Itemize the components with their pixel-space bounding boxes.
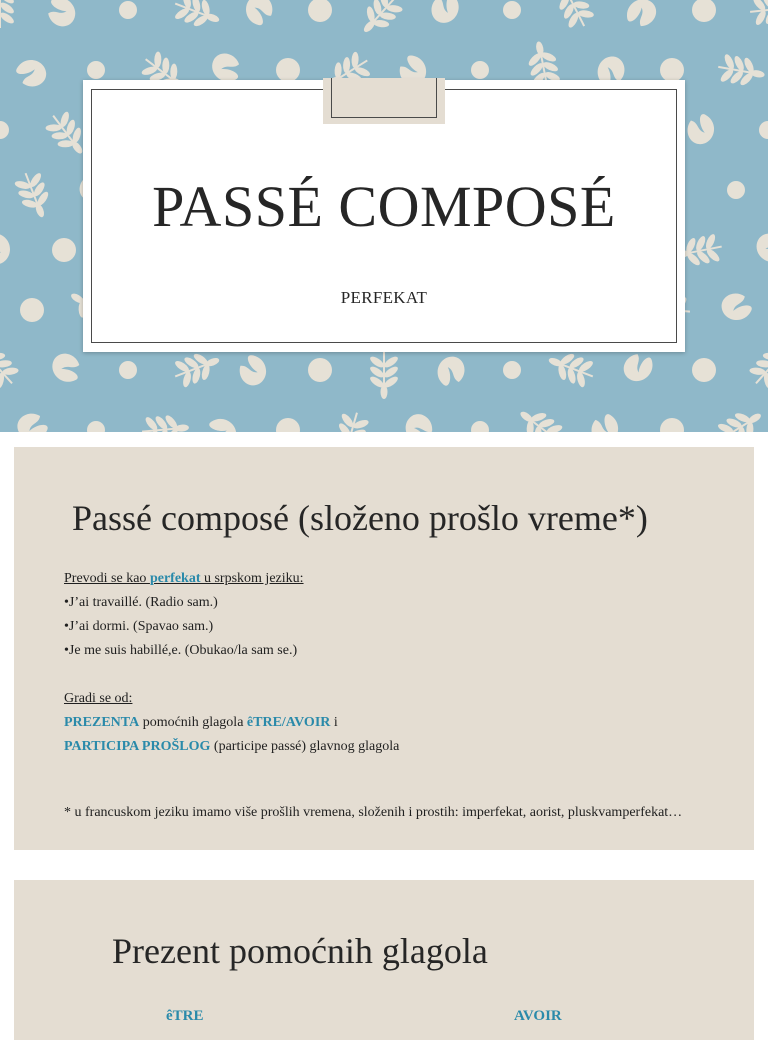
dot-motif [308,358,332,382]
leaf-sprig-motif [353,0,408,42]
dot-motif [276,418,300,432]
title-card [83,80,685,352]
content-slide [14,447,754,850]
dot-motif [692,358,716,382]
dot-motif [276,58,300,82]
paisley-motif [238,354,268,387]
leaf-sprig-motif [0,338,24,394]
dot-motif [727,181,745,199]
dot-motif [471,61,489,79]
footnote: * u francuskom jeziku imamo više prošlih vremena, složenih i prostih: imperfekat, aorist, pluskvamperfekat… [64,805,683,820]
slide-heading: Prezent pomoćnih glagola [112,931,488,971]
dot-motif [660,418,684,432]
dot-motif [308,0,332,22]
slide-body [64,567,744,759]
dot-motif [503,361,521,379]
dot-motif [52,238,76,262]
dot-motif [87,421,105,432]
leaf-sprig-motif [511,400,567,432]
example-line: •J’ai dormi. (Spavao sam.) [64,619,214,634]
paisley-motif [620,351,656,385]
leaf-sprig-motif [0,0,16,28]
slide-subtitle: PERFEKAT [340,288,428,307]
intro-text: Prevodi se kao [64,571,150,586]
formation-label: Gradi se od: [64,691,133,706]
slide-heading: Passé composé (složeno prošlo vreme*) [72,498,648,538]
paisley-motif [717,288,755,325]
intro-highlight: perfekat [149,571,201,586]
intro-text-end: u srpskom jeziku: [200,571,304,586]
paisley-motif [586,410,624,432]
example-line: •Je me suis habillé,e. (Obukao/la sam se.) [64,643,298,658]
slide-title: PASSÉ COMPOSÉ [152,174,616,239]
formation-highlight: PREZENTA [64,715,140,730]
intro-line [64,567,744,591]
title-slide [0,0,768,432]
paisley-motif [44,0,79,30]
example-line: •J’ai travaillé. (Radio sam.) [64,595,218,610]
leaf-sprig-motif [549,0,598,33]
paisley-motif [425,0,465,28]
leaf-sprig-motif [141,412,191,432]
paisley-motif [431,351,471,391]
dot-motif [692,0,716,22]
dot-motif [660,58,684,82]
leaf-sprig-motif [170,0,225,35]
leaf-sprig-motif [368,352,399,399]
dot-motif [471,421,489,432]
formation-highlight: PARTICIPA PROŠLOG [64,739,211,754]
leaf-sprig-motif [11,168,57,223]
paisley-motif [0,230,15,268]
leaf-sprig-motif [329,408,372,432]
paisley-motif [753,229,768,267]
paisley-motif [13,409,51,432]
dot-motif [759,121,768,139]
formation-highlight: êTRE/AVOIR [246,715,331,730]
paisley-motif [624,0,658,28]
clip-tab-border [331,78,437,118]
formation-text: i [330,715,338,730]
paisley-motif [682,110,720,149]
dot-motif [119,1,137,19]
clip-tab-decoration [323,78,445,124]
dot-motif [0,121,9,139]
paisley-motif [243,0,276,28]
dot-motif [87,61,105,79]
leaf-sprig-motif [744,338,768,394]
dot-motif [503,1,521,19]
dot-motif [119,361,137,379]
formation-line [64,735,744,759]
formation-text: (participe passé) glavnog glagola [210,739,400,754]
formation-line [64,711,744,735]
content-slide [14,880,754,1040]
column-heading-avoir: AVOIR [514,1008,562,1024]
leaf-sprig-motif [748,0,768,27]
paisley-motif [405,414,432,432]
paisley-motif [48,349,85,387]
paisley-motif [203,413,242,432]
formation-text: pomoćnih glagola [139,715,247,730]
dot-motif [20,298,44,322]
paisley-motif [12,54,51,92]
leaf-sprig-motif [712,401,768,432]
column-heading-etre: êTRE [166,1008,204,1024]
leaf-sprig-motif [716,52,768,91]
